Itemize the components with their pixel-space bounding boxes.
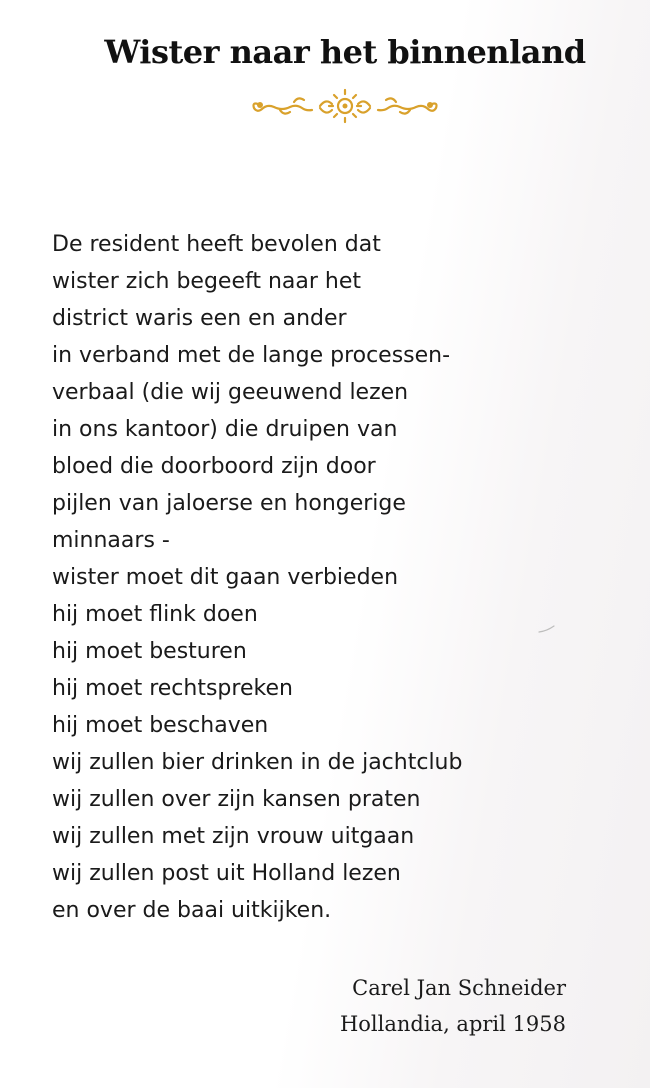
poem-line: De resident heeft bevolen dat	[52, 232, 381, 257]
poem-line: pijlen van jaloerse en hongerige	[52, 491, 406, 516]
poem-line: wij zullen over zijn kansen praten	[52, 787, 421, 812]
author-name: Carel Jan Schneider	[352, 976, 566, 1000]
poem-line: hij moet flink doen	[52, 602, 258, 627]
poem-line: verbaal (die wij geeuwend lezen	[52, 380, 409, 405]
decorative-flourish-icon	[250, 86, 440, 126]
signature	[340, 970, 566, 1042]
paper-mark	[538, 624, 556, 634]
place-date: Hollandia, april 1958	[339, 1012, 566, 1036]
poem-line: hij moet beschaven	[52, 713, 269, 738]
poem-line: in ons kantoor) die druipen van	[52, 417, 398, 442]
poem-title: Wister naar het binnenland	[104, 33, 586, 71]
poem-line: wij zullen post uit Holland lezen	[52, 861, 401, 886]
poem-line: hij moet rechtspreken	[52, 676, 293, 701]
poem-line: bloed die doorboord zijn door	[52, 454, 376, 479]
poem-line: hij moet besturen	[52, 639, 247, 664]
poem-line: en over de baai uitkijken.	[52, 898, 332, 923]
poem-line: wij zullen met zijn vrouw uitgaan	[52, 824, 415, 849]
poem-body	[52, 226, 612, 929]
poem-line: minnaars -	[52, 528, 170, 553]
poem-line: wister moet dit gaan verbieden	[52, 565, 399, 590]
poem-line: district waris een en ander	[52, 306, 347, 331]
poem-line: in verband met de lange processen-	[52, 343, 451, 368]
poem-line: wister zich begeeft naar het	[52, 269, 362, 294]
poem-line: wij zullen bier drinken in de jachtclub	[52, 750, 463, 775]
